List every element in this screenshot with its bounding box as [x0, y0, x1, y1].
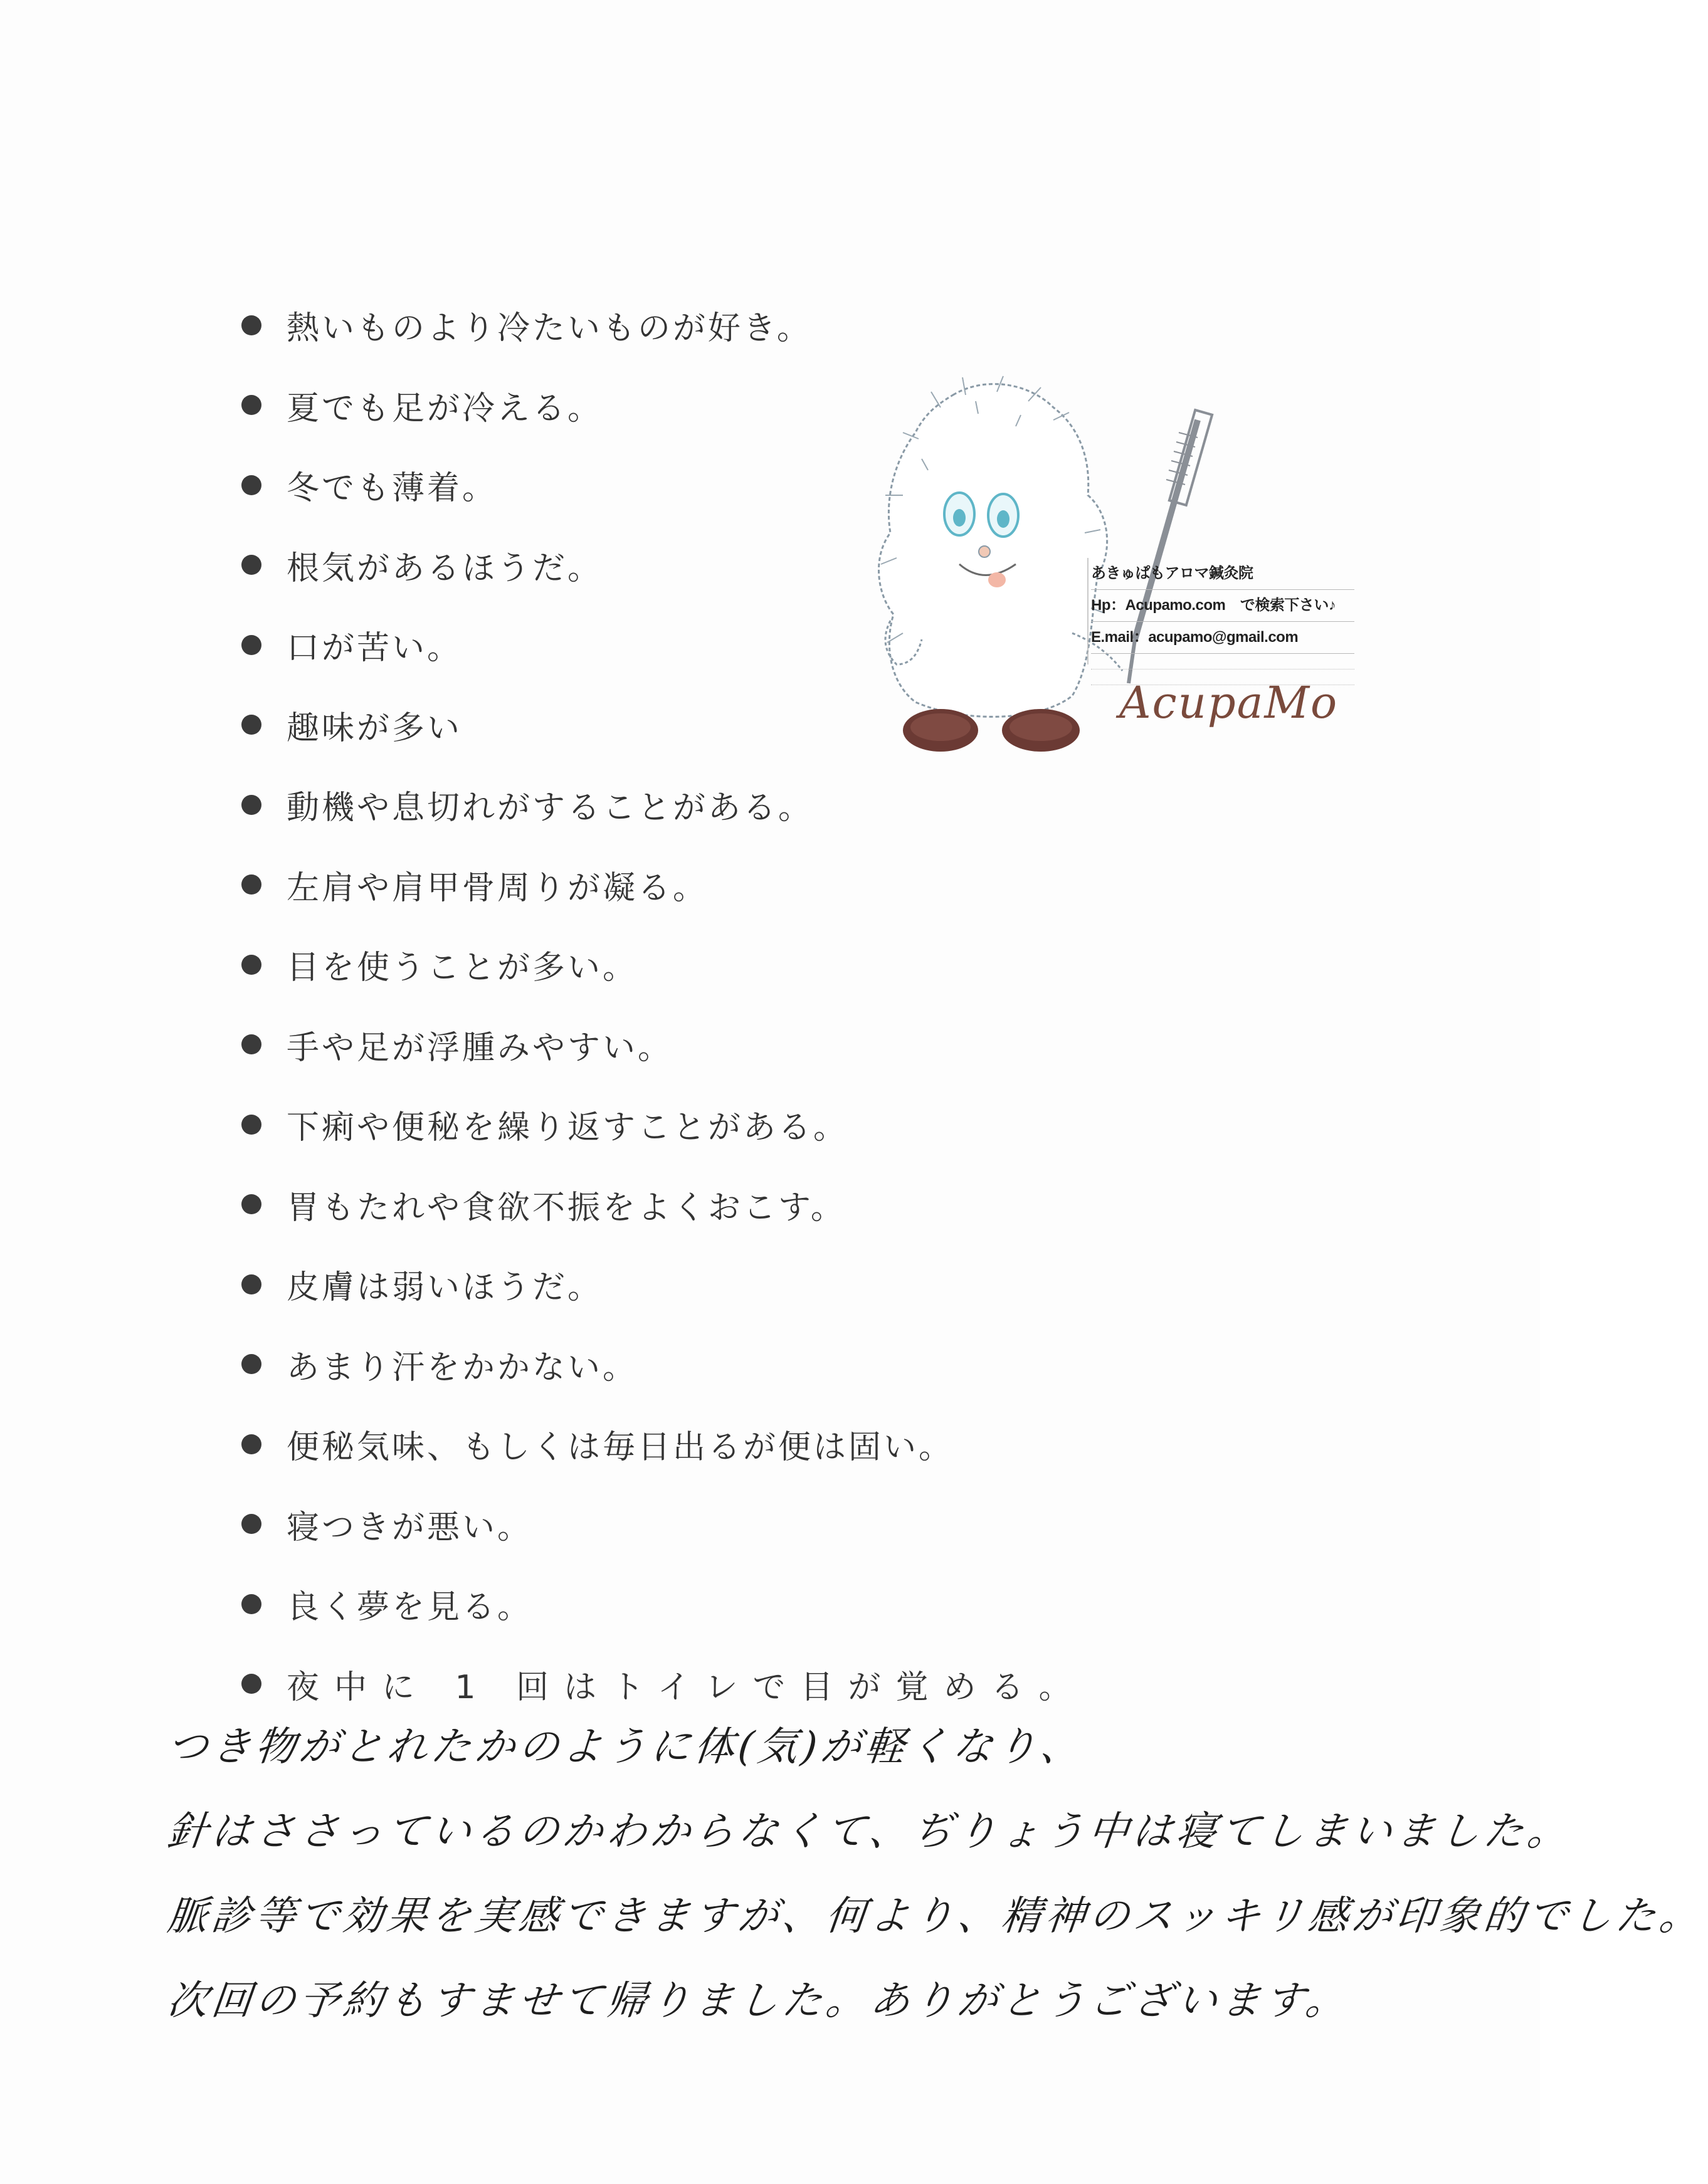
bullet-icon	[241, 1594, 261, 1614]
checklist-item	[241, 845, 1119, 925]
checklist-item	[241, 1165, 1119, 1245]
checklist-item	[241, 765, 1119, 845]
bullet-icon	[241, 475, 261, 495]
checklist-item	[241, 1084, 1119, 1165]
checklist-item-text: 冬でも薄着。	[287, 470, 498, 508]
bullet-icon	[241, 1194, 261, 1214]
bullet-icon	[241, 1274, 261, 1294]
clinic-logo-card	[865, 370, 1354, 771]
checklist-item	[241, 925, 1119, 1005]
checklist-item-text: あまり汗をかかない。	[287, 1348, 638, 1387]
checklist-item-text: 熱いものより冷たいものが好き。	[287, 310, 812, 348]
bullet-icon	[241, 955, 261, 975]
checklist-item	[241, 285, 1119, 365]
brand-wordmark: AcupaMo	[1119, 677, 1339, 728]
bullet-icon	[241, 1514, 261, 1534]
checklist-item-text: 寝つきが悪い。	[287, 1508, 533, 1546]
fine-print-line	[1091, 654, 1354, 669]
handwritten-testimonial	[163, 1705, 1706, 2044]
bullet-icon	[241, 795, 261, 815]
checklist-item-text: 便秘気味、もしくは毎日出るが便は固い。	[287, 1429, 954, 1467]
bullet-icon	[241, 715, 261, 735]
clinic-name: あきゅぱもアロマ鍼灸院	[1091, 558, 1354, 590]
bullet-icon	[241, 555, 261, 575]
bullet-icon	[241, 1034, 261, 1054]
checklist-item	[241, 1325, 1119, 1405]
clinic-info	[1091, 558, 1354, 685]
checklist-item-text: 左肩や肩甲骨周りが凝る。	[287, 869, 709, 907]
checklist-item	[241, 1564, 1119, 1644]
checklist-item-text: 手や足が浮腫みやすい。	[287, 1029, 673, 1067]
checklist-item-text: 胃もたれや食欲不振をよくおこす。	[287, 1189, 846, 1227]
checklist-item	[241, 1244, 1119, 1325]
checklist-item	[241, 1005, 1119, 1085]
handwritten-line: つき物がとれたかのように体(気)が軽くなり、	[165, 1724, 1087, 1770]
checklist-item-text: 動機や息切れがすることがある。	[287, 789, 814, 827]
checklist-item-text: 目を使うことが多い。	[287, 949, 638, 987]
checklist-item-text: 夏でも足が冷える。	[287, 389, 603, 428]
checklist-item-text: 良く夢を見る。	[287, 1588, 533, 1627]
bullet-icon	[241, 395, 261, 415]
bullet-icon	[241, 1674, 261, 1694]
checklist-item-text: 根気があるほうだ。	[287, 549, 603, 587]
bullet-icon	[241, 315, 261, 335]
bullet-icon	[241, 635, 261, 655]
bullet-icon	[241, 874, 261, 895]
checklist-item-text: 趣味が多い	[287, 709, 463, 747]
checklist-item-text: 皮膚は弱いほうだ。	[287, 1269, 603, 1307]
checklist-item	[241, 1404, 1119, 1484]
checklist-item	[241, 1484, 1119, 1565]
checklist-item-text: 夜中に 1 回はトイレで目が覚める。	[287, 1668, 1087, 1706]
bullet-icon	[241, 1354, 261, 1374]
checklist-item-text: 下痢や便秘を繰り返すことがある。	[287, 1109, 849, 1147]
checklist-item-text: 口が苦い。	[287, 629, 463, 668]
handwritten-line: 針はささっているのかわからなくて、ぢりょう中は寝てしまいました。	[165, 1809, 1574, 1855]
bullet-icon	[241, 1115, 261, 1135]
clinic-website: Hp：Acupamo.com で検索下さい♪	[1091, 590, 1354, 622]
handwritten-line: 脈診等で効果を実感できますが、何より、精神のスッキリ感が印象的でした。	[165, 1893, 1706, 1940]
clinic-email: E.mail：acupamo@gmail.com	[1091, 622, 1354, 654]
bullet-icon	[241, 1434, 261, 1454]
handwritten-line: 次回の予約もすませて帰りました。ありがとうございます。	[165, 1978, 1352, 2024]
